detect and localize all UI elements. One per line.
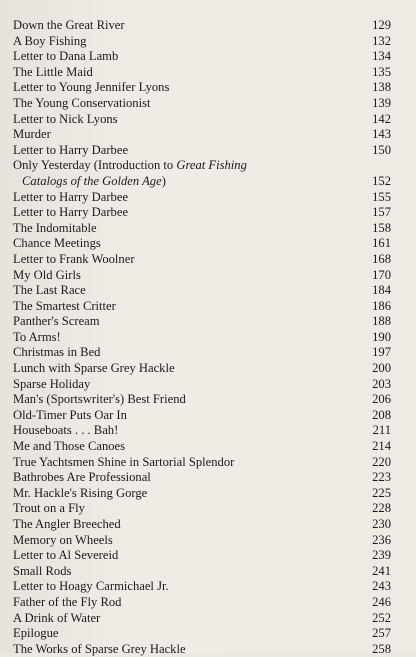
entry-page: 208: [372, 407, 391, 422]
entry-title-line1: [13, 158, 391, 174]
entry-title: Memory on Wheels: [13, 532, 113, 547]
entry-title: The Indomitable: [13, 220, 97, 235]
entry-title-prefix: Only Yesterday (Introduction to: [13, 158, 177, 173]
entry-page: 230: [372, 517, 391, 531]
entry-page: 138: [372, 80, 391, 95]
entry-page: 241: [372, 563, 391, 578]
entry-title-italic-cont: Catalogs of the Golden Age: [22, 173, 162, 188]
toc-entry: [13, 236, 391, 252]
entry-title: Old-Timer Puts Oar In: [13, 407, 127, 422]
toc-entry: [13, 49, 391, 65]
entry-title-suffix: ): [161, 173, 166, 188]
entry-title: Letter to Al Severeid: [13, 548, 119, 563]
entry-page: 214: [372, 439, 391, 454]
toc-entry: [13, 205, 391, 221]
entry-page: 258: [372, 641, 391, 656]
entry-page: 134: [372, 49, 391, 64]
entry-title: The Works of Sparse Grey Hackle: [13, 641, 186, 656]
toc-entry: [13, 595, 391, 611]
entry-title: Letter to Dana Lamb: [13, 49, 119, 64]
entry-title: Bathrobes Are Professional: [13, 470, 151, 485]
entry-title: Me and Those Canoes: [13, 439, 126, 454]
entry-page: 225: [372, 485, 391, 500]
entry-title: Murder: [13, 127, 51, 142]
entry-title: The Angler Breeched: [13, 517, 121, 531]
entry-title: Houseboats . . . Bah!: [13, 423, 119, 438]
entry-title: Small Rods: [13, 563, 72, 578]
toc-entry: [13, 579, 391, 595]
toc-entry: [13, 548, 391, 564]
entry-page: 206: [372, 392, 391, 407]
entry-page: 211: [372, 423, 391, 438]
entry-title: Letter to Harry Darbee: [13, 205, 129, 220]
toc-entry: [13, 221, 391, 237]
toc-entry: [13, 252, 391, 268]
entry-title: Sparse Holiday: [13, 376, 91, 391]
toc-entry: [13, 268, 391, 284]
toc-entry: [13, 626, 391, 642]
entry-title: A Boy Fishing: [13, 33, 87, 48]
entry-title: My Old Girls: [13, 267, 81, 282]
toc-entry: [13, 80, 391, 96]
entry-page: 157: [372, 205, 391, 220]
entry-title: Down the Great River: [13, 18, 125, 32]
toc-entry: [13, 330, 391, 346]
toc-entry: [13, 127, 391, 143]
toc-entry: [13, 517, 391, 533]
toc-entry: [13, 392, 391, 408]
toc-entry: [13, 564, 391, 580]
entry-page: 152: [372, 173, 391, 188]
entry-page: 155: [372, 189, 391, 204]
entry-title: Letter to Young Jennifer Lyons: [13, 80, 170, 95]
entry-page: 239: [372, 548, 391, 563]
entry-page: 243: [372, 579, 391, 594]
toc-entry: [13, 533, 391, 549]
entry-page: 170: [372, 267, 391, 282]
entry-title: Trout on a Fly: [13, 501, 85, 516]
entry-title: Letter to Harry Darbee: [13, 189, 129, 204]
entry-page: 150: [372, 142, 391, 157]
entry-page: 168: [372, 251, 391, 266]
entry-page: 257: [372, 626, 391, 641]
toc-entry: [13, 455, 391, 471]
entry-page: 236: [372, 532, 391, 547]
toc-entry: [13, 314, 391, 330]
entry-title: Man's (Sportswriter's) Best Friend: [13, 392, 186, 407]
table-of-contents: [13, 18, 391, 657]
entry-title-italic: Great Fishing: [176, 158, 247, 173]
entry-page: 223: [372, 470, 391, 485]
entry-page: 184: [372, 283, 391, 298]
entry-title: Lunch with Sparse Grey Hackle: [13, 361, 175, 376]
toc-entry: [13, 34, 391, 50]
toc-entry: [13, 408, 391, 424]
toc-entry: [13, 299, 391, 315]
entry-page: 252: [372, 610, 391, 625]
entry-title: Panther's Scream: [13, 314, 100, 329]
entry-page: 161: [372, 236, 391, 251]
entry-title: The Smartest Critter: [13, 298, 116, 313]
entry-title: The Little Maid: [13, 64, 93, 79]
entry-page: 190: [372, 329, 391, 344]
toc-entry: [13, 486, 391, 502]
entry-page: 139: [372, 95, 391, 110]
entry-page: 129: [372, 18, 391, 32]
entry-page: 228: [372, 501, 391, 516]
toc-entry: [13, 18, 391, 34]
entry-title: Mr. Hackle's Rising Gorge: [13, 485, 148, 500]
entry-title-line2: [13, 174, 391, 190]
entry-page: 142: [372, 111, 391, 126]
entry-title: Letter to Nick Lyons: [13, 111, 118, 126]
toc-entry: [13, 158, 391, 189]
entry-page: 132: [372, 33, 391, 48]
toc-entry: [13, 361, 391, 377]
entry-page: 203: [372, 376, 391, 391]
toc-entry: [13, 112, 391, 128]
toc-entry: [13, 345, 391, 361]
entry-page: 200: [372, 361, 391, 376]
entry-page: 158: [372, 220, 391, 235]
entry-title: To Arms!: [13, 329, 61, 344]
entry-title: Father of the Fly Rod: [13, 594, 122, 609]
entry-title: Letter to Hoagy Carmichael Jr.: [13, 579, 169, 594]
toc-entry: [13, 611, 391, 627]
toc-entry: [13, 439, 391, 455]
entry-page: 186: [372, 298, 391, 313]
toc-entry: [13, 377, 391, 393]
entry-page: 220: [372, 454, 391, 469]
toc-entry: [13, 190, 391, 206]
entry-page: 135: [372, 64, 391, 79]
toc-entry: [13, 501, 391, 517]
entry-page: 246: [372, 594, 391, 609]
toc-entry: [13, 96, 391, 112]
entry-title: Chance Meetings: [13, 236, 101, 251]
entry-title: Letter to Harry Darbee: [13, 142, 129, 157]
entry-title: The Last Race: [13, 283, 86, 298]
entry-title: True Yachtsmen Shine in Sartorial Splendor: [13, 454, 235, 469]
toc-entry: [13, 283, 391, 299]
entry-title: Letter to Frank Woolner: [13, 251, 135, 266]
entry-title: The Young Conservationist: [13, 95, 151, 110]
toc-entry: [13, 143, 391, 159]
entry-page: 197: [372, 345, 391, 360]
toc-entry: [13, 470, 391, 486]
entry-page: 188: [372, 314, 391, 329]
toc-entry: [13, 642, 391, 657]
entry-page: 143: [372, 127, 391, 142]
entry-title: A Drink of Water: [13, 610, 101, 625]
toc-entry: [13, 423, 391, 439]
entry-title: Epilogue: [13, 626, 59, 641]
toc-entry: [13, 65, 391, 81]
entry-title: Christmas in Bed: [13, 345, 101, 360]
